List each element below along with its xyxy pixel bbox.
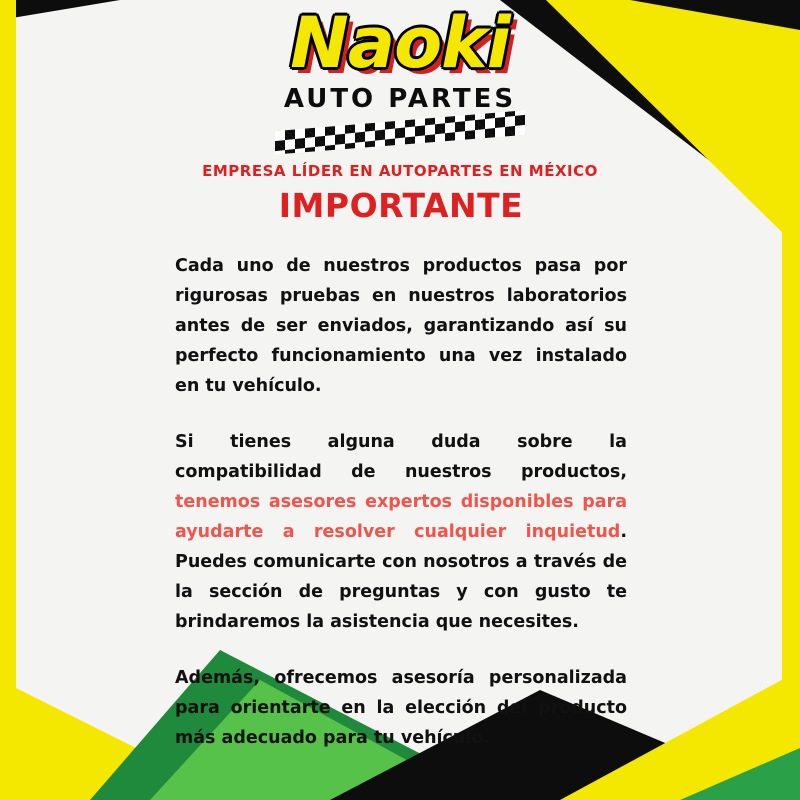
brand-subtitle: AUTO PARTES bbox=[283, 84, 517, 114]
notice-paragraph-1: Cada uno de nuestros productos pasa por rigurosas pruebas en nuestros laboratorios antes de ser enviados, garantizando así su perfecto funcionamiento una vez instalado en tu vehículo. bbox=[175, 256, 627, 396]
right-yellow-band bbox=[782, 150, 800, 690]
brand-header bbox=[0, 4, 800, 180]
paragraph-2-highlight: tenemos asesores expertos disponibles para ayudarte a resolver cualquier inquietud bbox=[175, 492, 627, 542]
notice-title: IMPORTANTE bbox=[278, 186, 524, 225]
brand-name: Naoki bbox=[290, 2, 510, 84]
notice-content bbox=[175, 186, 627, 753]
notice-paragraph-2 bbox=[175, 427, 627, 637]
notice-paragraph-3: Además, ofrecemos asesoría personalizada para orientarte en la elección del producto más adecuado para tu vehículo. bbox=[175, 668, 627, 748]
paragraph-2-lead: Si tienes alguna duda sobre la compatibilidad de nuestros productos, bbox=[175, 432, 627, 482]
paragraph-2-tail: . Puedes comunicarte con nosotros a través de la sección de preguntas y con gusto te brindaremos la asistencia que necesites. bbox=[175, 522, 627, 632]
brand-tagline: EMPRESA LÍDER EN AUTOPARTES EN MÉXICO bbox=[202, 162, 598, 180]
